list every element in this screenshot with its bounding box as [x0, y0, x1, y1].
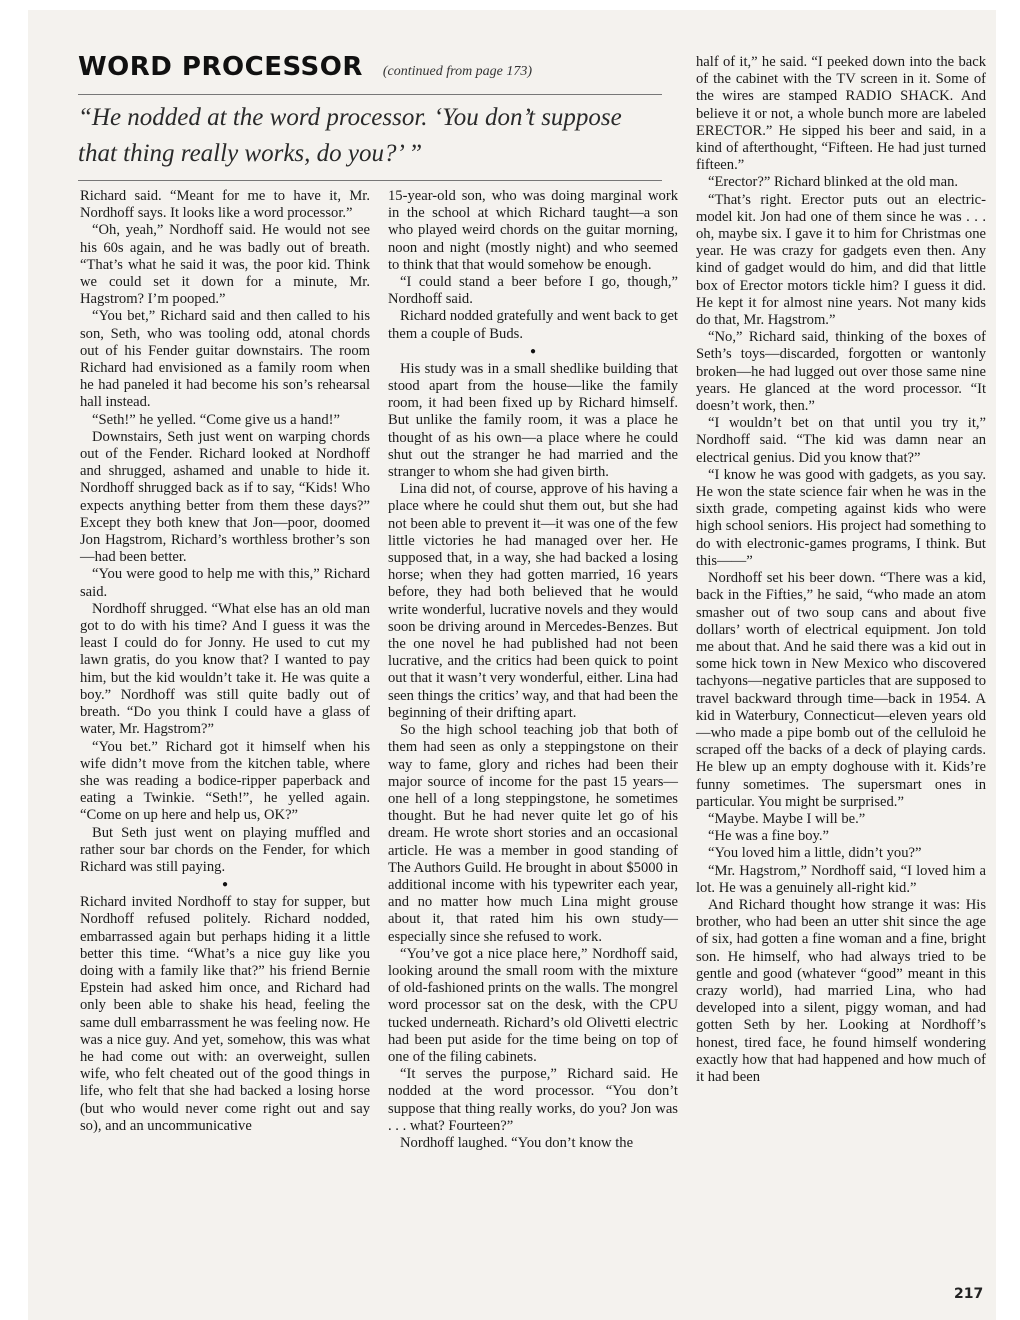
paragraph: “You loved him a little, didn’t you?”: [708, 845, 922, 862]
paragraph: “Oh, yeah,” Nordhoff said. He would not see his 60s again, and he was badly out of breath. “That’s what he said it was, the poor kid. Think we could set it down for a minute, Mr. Hagstrom? I’m pooped.”: [80, 222, 370, 308]
paragraph: Richard nodded gratefully and went back to get them a couple of Buds.: [388, 308, 678, 342]
paragraph: “You bet.” Richard got it himself when his wife didn’t move from the kitchen table, where she was reading a bodice-ripper paperback and eating a Twinkie. “Seth!”, he yelled again. “Come on up here and help us, OK?”: [80, 738, 370, 824]
paragraph: So the high school teaching job that both of them had seen as only a steppingstone on their way to fame, glory and riches had been their major source of income for the past 15 years—one hell of a long steppingstone, he sometimes thought. But he had never quite let go of his dream. He wrote short stories and an occasional article. He was a member in good standing of The Authors Guild. He brought in about $5000 in additional income with his typewriter each year, and no matter how much Lina might grouse about it, that rated him his own study—especially since she refused to work.: [388, 722, 678, 945]
paragraph: 15-year-old son, who was doing marginal work in the school at which Richard taught—a son who played weird chords on the guitar morning, noon and night (mostly night) and who seemed to think that that would somehow be enough.: [388, 188, 678, 273]
paragraph: “He was a fine boy.”: [708, 828, 830, 845]
paragraph: “It serves the purpose,” Richard said. He nodded at the word processor. “You don’t suppose that thing really works, do you? Jon was . . . what? Fourteen?”: [388, 1066, 678, 1134]
paragraph: Nordhoff laughed. “You don’t know the: [400, 1134, 634, 1151]
text-column-3: [696, 54, 986, 1086]
paragraph: “You were good to help me with this,” Richard said.: [80, 566, 370, 600]
paragraph: Nordhoff shrugged. “What else has an old man got to do with his time? And I guess it was the least I could do for Jonny. He used to cut my lawn gratis, do you know that? I wanted to pay him, but the kid wouldn’t take it. He was quite a boy.” Nordhoff was still quite badly out of breath. “Do you think I could have a glass of water, Mr. Hagstrom?”: [80, 600, 370, 738]
paragraph: And Richard thought how strange it was: His brother, who had been an utter shit since the age of six, had gotten a fine woman and a fine, bright son. He himself, who had always tried to be gentle and good (whatever “good” meant in this crazy world), had married Lina, who had developed into a silent, piggy woman, and had gotten Seth by her. Looking at Nordhoff’s honest, tired face, he found himself wondering exactly how that had happened and how much of it had been: [696, 896, 986, 1085]
paragraph: “No,” Richard said, thinking of the boxes of Seth’s toys—discarded, forgotten or wantonly broken—he had lugged out over those same nine years. He glanced at the word processor. “It doesn’t work, then.”: [696, 329, 986, 415]
paragraph: “I wouldn’t bet on that until you try it,” Nordhoff said. “The kid was damn near an electrical genius. Did you know that?”: [696, 415, 986, 466]
paragraph: Nordhoff set his beer down. “There was a kid, back in the Fifties,” he said, “who made an atom smasher out of two soup cans and about five dollars’ worth of electrical equipment. Jon told me about that. And he said there was a kid out in some hick town in New Mexico who discovered tachyons—negative particles that are supposed to travel backward through time—back in 1954. A kid in Waterbury, Connecticut—eleven years old—who made a pipe bomb out of the celluloid he scraped off the backs of a deck of playing cards. He blew up an empty doghouse with it. Kids’re funny sometimes. The supersmart ones in particular. You might be surprised.”: [696, 570, 986, 810]
paragraph: But Seth just went on playing muffled and rather sour bar chords on the Fender, for which Richard was still paying.: [80, 824, 370, 875]
section-break-bullet: ●: [529, 345, 537, 357]
magazine-page: [28, 10, 996, 1320]
paragraph: “Seth!” he yelled. “Come give us a hand!”: [92, 411, 341, 428]
header: [78, 52, 678, 92]
page-number: 217: [954, 1286, 984, 1302]
text-column-2: [388, 188, 678, 1152]
paragraph: Lina did not, of course, approve of his having a place where he could shut them out, but she had not been able to prevent it—it was one of the few little victories he had managed over her. He supposed that, in a way, she had backed a losing horse; when they had gotten married, 16 years before, they had both believed that he would write wonderful, lucrative novels and they would soon be driving around in Mercedes-Benzes. But the one novel he had published had not been lucrative, and the critics had been quick to point out that it wasn’t very wonderful, either. Lina had seen things the critics’ way, and that had been the beginning of their drifting apart.: [388, 481, 678, 721]
pull-quote: “He nodded at the word processor. ‘You don’t suppose that thing really works, do you?’ ”: [78, 104, 622, 167]
paragraph: Richard invited Nordhoff to stay for supper, but Nordhoff refused politely. Richard nodded, embarrassed again but perhaps hiding it a little better this time. “What’s a nice guy like you doing with a family like that?” his friend Bernie Epstein had asked him once, and Richard had only been able to shake his head, feeling the same dull embarrassment he was feeling now. He was a nice guy. And yet, somehow, this was what he had come out with: an overweight, sullen wife, who felt cheated out of the good things in life, who felt that she had backed a losing horse (but who would never come right out and say so), and an uncommunicative: [80, 894, 370, 1134]
paragraph: “Erector?” Richard blinked at the old man.: [708, 174, 959, 191]
paragraph: Downstairs, Seth just went on warping chords out of the Fender. Richard looked at Nordhoff and shrugged, ashamed and unable to hide it. Nordhoff shrugged back as if to say, “Kids! Who expects anything better from them these days?” Except they both knew that Jon—poor, doomed Jon Hagstrom, Richard’s worthless brother’s son—had been better.: [80, 428, 370, 566]
continued-note: (continued from page 173): [382, 64, 533, 79]
pull-quote-rule-bottom: [78, 180, 662, 181]
pull-quote-rule-top: [78, 94, 662, 95]
paragraph: “Mr. Hagstrom,” Nordhoff said, “I loved him a lot. He was a genuinely all-right kid.”: [696, 862, 986, 896]
paragraph: His study was in a small shedlike building that stood apart from the house—like the family room, it had been fixed up by Richard himself. But unlike the family room, it was a place he thought of as his own—a place where he could shut out the stranger he had married and the stranger to whom she had given birth.: [388, 360, 678, 481]
paragraph: Richard said. “Meant for me to have it, Mr. Nordhoff says. It looks like a word processor.”: [80, 188, 370, 222]
text-column-1: [80, 188, 370, 1135]
paragraph: “You’ve got a nice place here,” Nordhoff said, looking around the small room with the mixture of old-fashioned prints on the walls. The mongrel word processor sat on the desk, with the CPU tucked underneath. Richard’s old Olivetti electric had been put aside for the time being on top of one of the filing cabinets.: [388, 945, 678, 1065]
paragraph: “That’s right. Erector puts out an electric-model kit. Jon had one of them since he was . . . oh, maybe six. I gave it to him for Christmas one year. He was crazy for gadgets even then. Any kind of gadget would do him, and did that little box of Erector motors tickle him? I guess it did. He kept it for almost nine years. Not many kids do that, Mr. Hagstrom.”: [696, 191, 986, 329]
section-title: WORD PROCESSOR: [78, 52, 363, 82]
section-break-bullet: ●: [221, 879, 229, 891]
paragraph: “Maybe. Maybe I will be.”: [708, 810, 866, 827]
paragraph: “I know he was good with gadgets, as you say. He won the state science fair when he was in the sixth grade, competing against kids who were high school seniors. His project had something to do with electronic-games programs, I think. But this——”: [696, 466, 986, 569]
paragraph: “I could stand a beer before I go, though,” Nordhoff said.: [388, 274, 678, 308]
paragraph: “You bet,” Richard said and then called to his son, Seth, who was tooling odd, atonal chords out of his Fender guitar downstairs. The room Richard had envisioned as a family room when he had paneled it had become his son’s rehearsal hall instead.: [80, 308, 370, 411]
paragraph: half of it,” he said. “I peeked down into the back of the cabinet with the TV screen in it. Some of the wires are stamped RADIO SHACK. And believe it or not, a whole bunch more are labeled ERECTOR.” He sipped his beer and said, in a kind of afterthought, “Fifteen. He had just turned fifteen.”: [696, 54, 986, 174]
